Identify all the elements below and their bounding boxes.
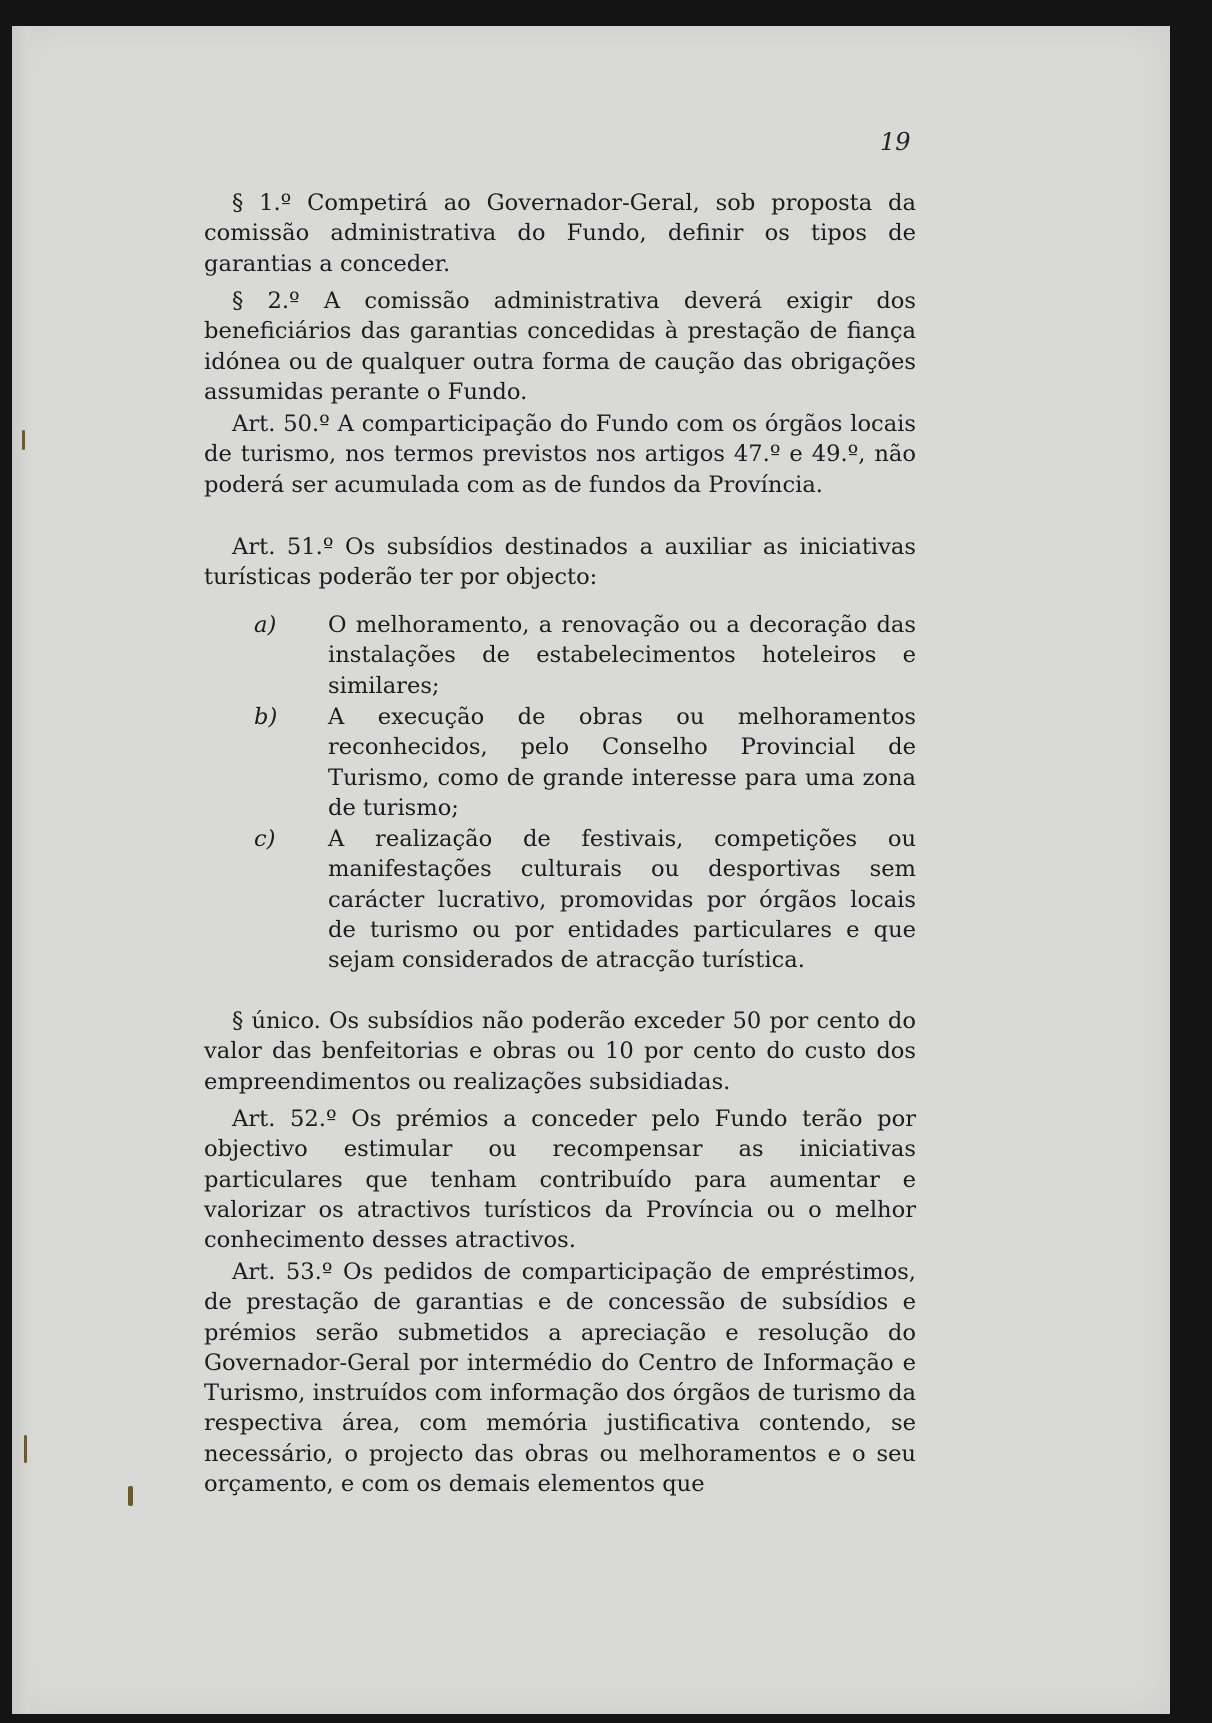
list-item-c [254, 824, 916, 975]
list-item-marker: c) [254, 826, 276, 852]
page-number: 19 [880, 128, 911, 156]
list-item-b [254, 702, 916, 823]
list-item-marker: a) [254, 612, 277, 638]
paragraph-section-1: § 1.º Competirá ao Governador-Geral, sob proposta da comissão administrativa do Fundo, definir os tipos de garantias a conceder. [204, 190, 916, 277]
list-item-marker: b) [254, 704, 278, 730]
paragraph-article-50: Art. 50.º A comparticipação do Fundo com os órgãos locais de turismo, nos termos previstos nos artigos 47.º e 49.º, não poderá ser acumulada com as de fundos da Província. [204, 411, 916, 498]
paragraph-section-2: § 2.º A comissão administrativa deverá exigir dos beneficiários das garantias concedidas à prestação de fiança idónea ou de qualquer outra forma de caução das obrigações assumidas perante o Fundo. [204, 288, 916, 405]
list-item-text: A execução de obras ou melhoramentos reconhecidos, pelo Conselho Provincial de Turismo, como de grande interesse para uma zona de turismo; [328, 704, 916, 821]
list-item-text: O melhoramento, a renovação ou a decoração das instalações de estabelecimentos hoteleiros e similares; [328, 612, 916, 699]
ink-mark [24, 1435, 27, 1463]
ink-mark [22, 430, 25, 450]
paragraph-article-51: Art. 51.º Os subsídios destinados a auxiliar as iniciativas turísticas poderão ter por objecto: [204, 534, 916, 591]
paragraph-article-53: Art. 53.º Os pedidos de comparticipação de empréstimos, de prestação de garantias e de concessão de subsídios e prémios serão submetidos a apreciação e resolução do Governador-Geral por intermédio do Centro de Informação e Turismo, instruídos com informação dos órgãos de turismo da respectiva área, com memória justificativa contendo, se necessário, o projecto das obras ou melhoramentos e o seu orçamento, e com os demais elementos que [204, 1259, 916, 1498]
ink-mark [128, 1486, 133, 1506]
list-item-a [254, 610, 916, 701]
list-item-text: A realização de festivais, competições ou manifestações culturais ou desportivas sem carácter lucrativo, promovidas por órgãos locais de turismo ou por entidades particulares e que sejam considerados de atracção turística. [328, 826, 916, 974]
paragraph-article-52: Art. 52.º Os prémios a conceder pelo Fundo terão por objectivo estimular ou recompensar as iniciativas particulares que tenham contribuído para aumentar e valorizar os atractivos turísticos da Província ou o melhor conhecimento desses atractivos. [204, 1106, 916, 1254]
paragraph-single-section: § único. Os subsídios não poderão exceder 50 por cento do valor das benfeitorias e obras ou 10 por cento do custo dos empreendimentos ou realizações subsidiadas. [204, 1008, 916, 1095]
